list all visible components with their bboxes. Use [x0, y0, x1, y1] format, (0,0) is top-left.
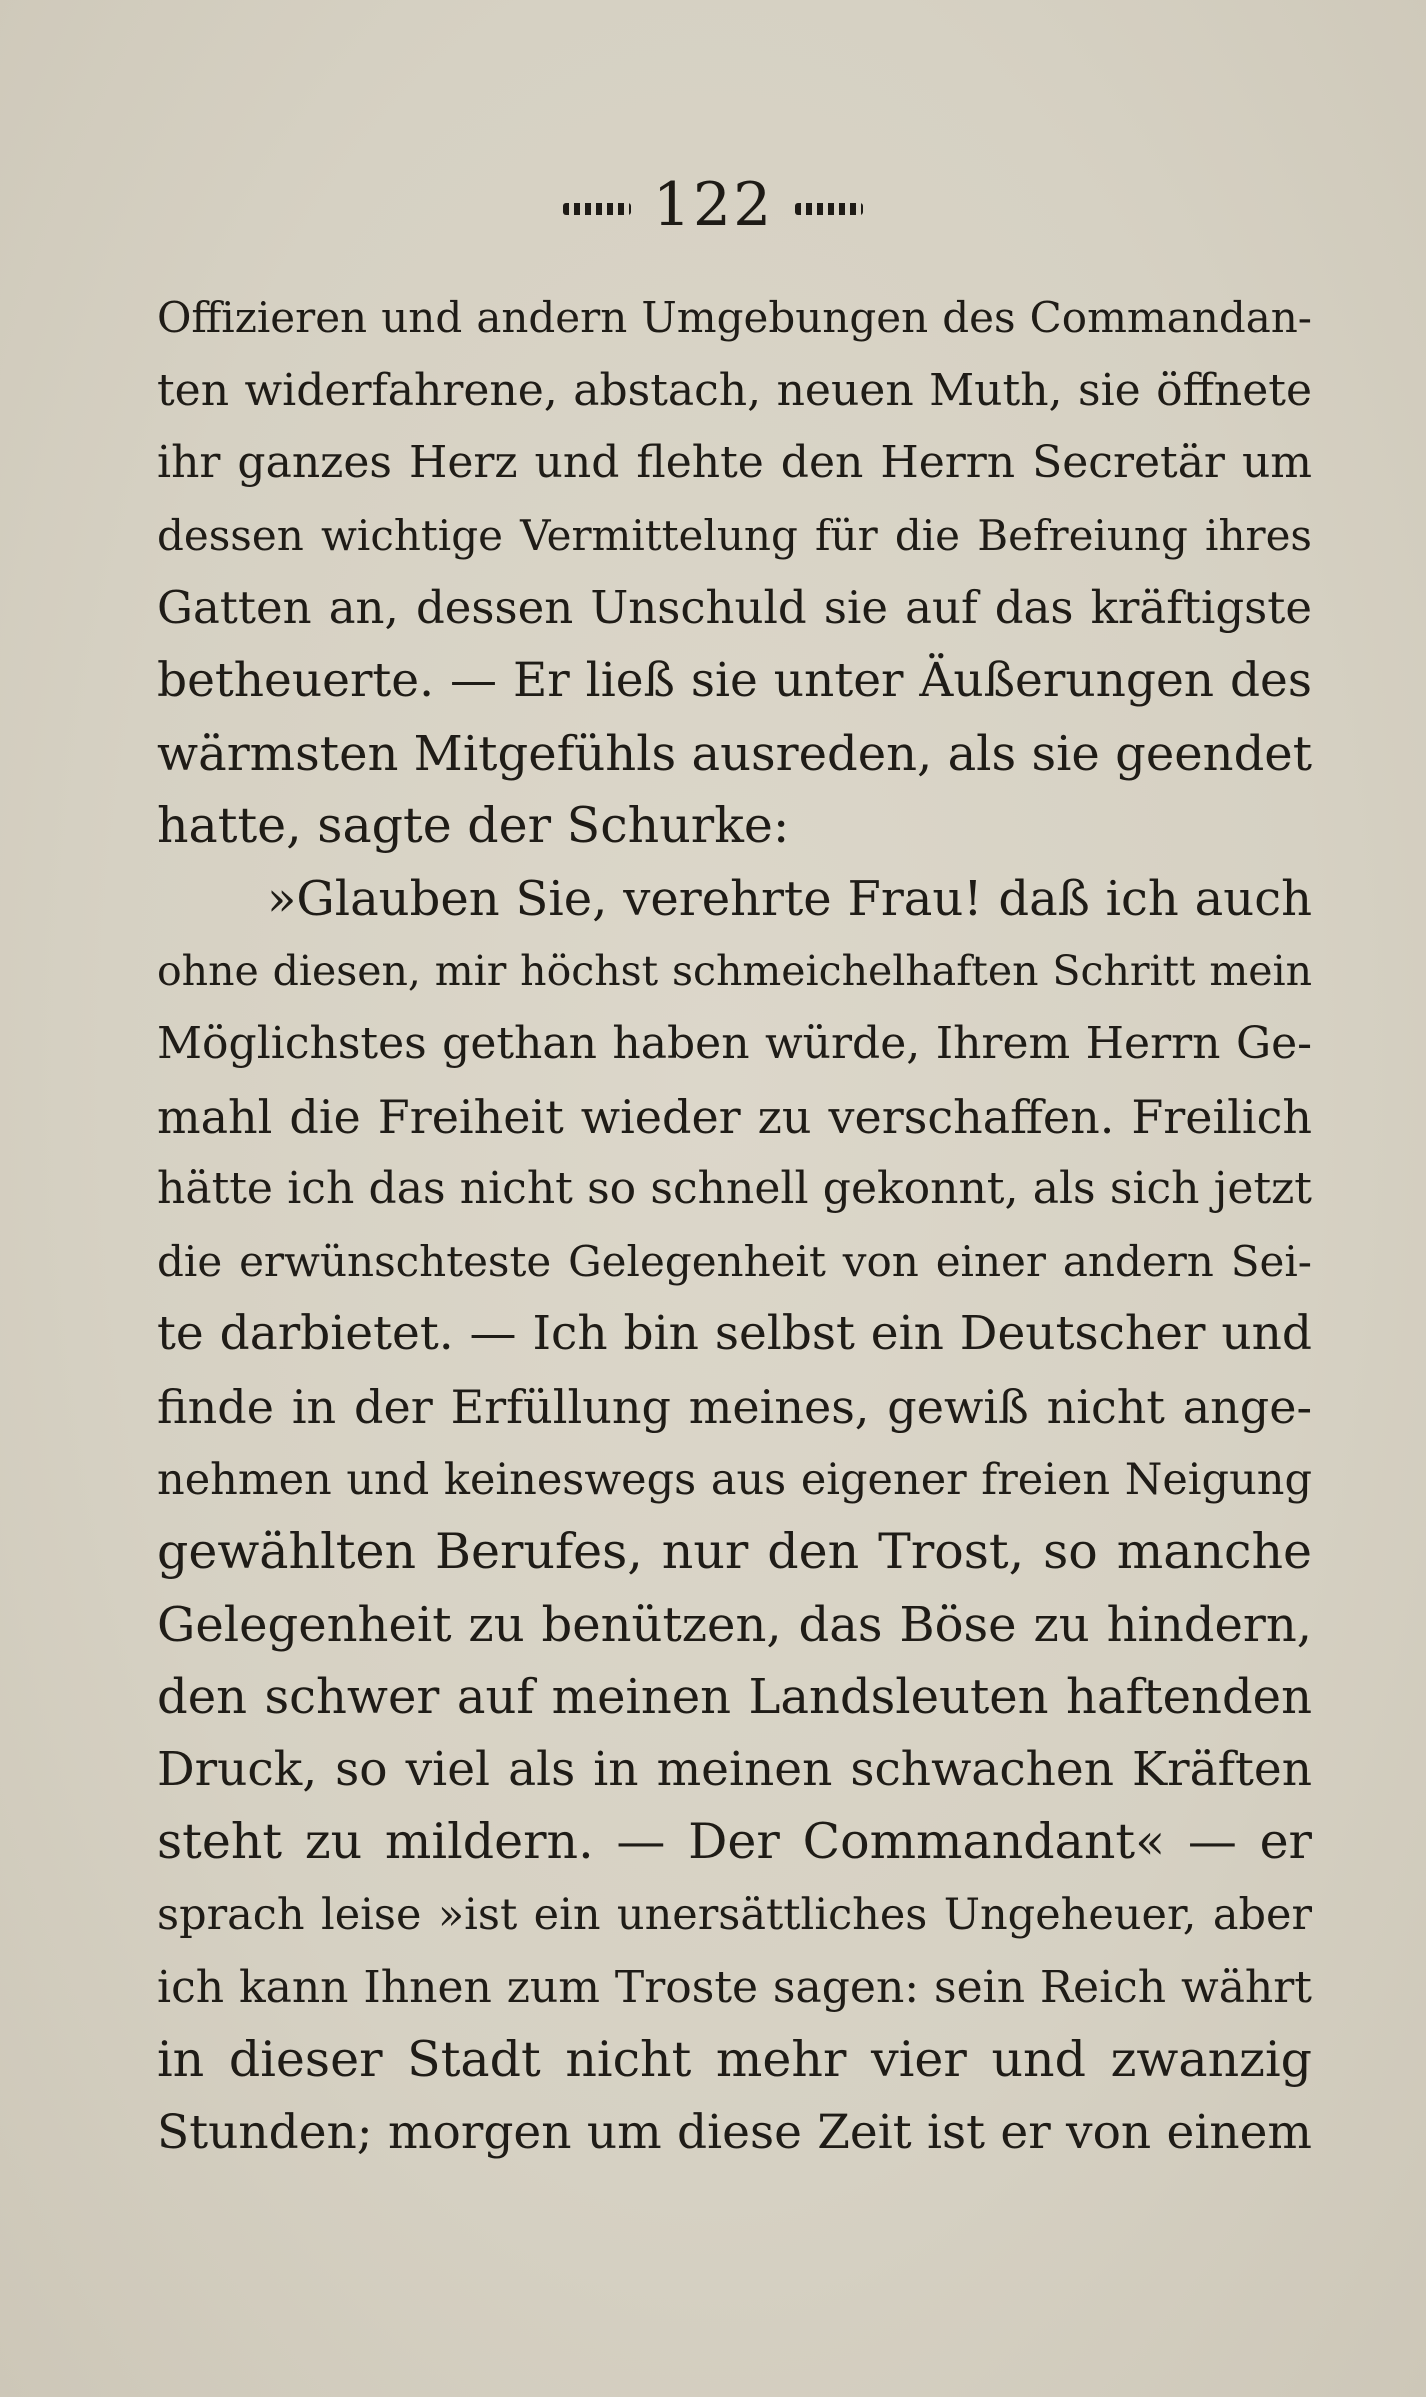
text-line: ten widerfahrene, abstach, neuen Muth, sie öffnete	[157, 364, 1312, 416]
text-line: finde in der Erfüllung meines, gewiß nicht ange-	[157, 1379, 1312, 1434]
text-line: ich kann Ihnen zum Troste sagen: sein Reich währt	[157, 1961, 1312, 2013]
right-ornament	[795, 203, 863, 215]
text-line: sprach leise »ist ein unersättliches Ungeheuer, aber	[157, 1890, 1312, 1941]
text-line: ohne diesen, mir höchst schmeichelhaften Schritt mein	[157, 947, 1312, 996]
text-line: Offizieren und andern Umgebungen des Commandan-	[157, 293, 1312, 342]
text-line: hatte, sagte der Schurke:	[157, 797, 790, 855]
text-line: die erwünschteste Gelegenheit von einer andern Sei-	[157, 1236, 1312, 1286]
text-line: Möglichstes gethan haben würde, Ihrem Herrn Ge-	[157, 1017, 1312, 1069]
page-header	[0, 170, 1426, 240]
text-line: den schwer auf meinen Landsleuten haftenden	[157, 1669, 1312, 1726]
text-line: dessen wichtige Vermittelung für die Befreiung ihres	[157, 510, 1312, 560]
left-ornament	[563, 203, 631, 215]
text-line: in dieser Stadt nicht mehr vier und zwanzig	[157, 2031, 1312, 2089]
text-line: Gelegenheit zu benützen, das Böse zu hindern,	[157, 1596, 1312, 1653]
text-line: te darbietet. — Ich bin selbst ein Deutscher und	[157, 1306, 1312, 1362]
text-line: »Glauben Sie, verehrte Frau! daß ich auch	[267, 870, 1312, 927]
text-line: ihr ganzes Herz und flehte den Herrn Secretär um	[157, 437, 1312, 489]
text-line: nehmen und keineswegs aus eigener freien Neigung	[157, 1454, 1312, 1505]
text-line: betheuerte. — Er ließ sie unter Äußerungen des	[157, 652, 1312, 708]
text-line: hätte ich das nicht so schnell gekonnt, als sich jetzt	[157, 1163, 1312, 1215]
page-number: 122	[652, 170, 774, 240]
page-body-text	[157, 282, 1312, 2169]
text-line: mahl die Freiheit wieder zu verschaffen. Freilich	[157, 1089, 1312, 1144]
text-line: steht zu mildern. — Der Commandant« — er	[157, 1813, 1312, 1871]
text-line: Gatten an, dessen Unschuld sie auf das kräftigste	[157, 581, 1312, 635]
text-line: Druck, so viel als in meinen schwachen Kräften	[157, 1741, 1312, 1797]
text-line: gewählten Berufes, nur den Trost, so manche	[157, 1523, 1312, 1581]
text-line: Stunden; morgen um diese Zeit ist er von einem	[157, 2104, 1312, 2160]
text-line: wärmsten Mitgefühls ausreden, als sie geendet	[157, 725, 1312, 782]
